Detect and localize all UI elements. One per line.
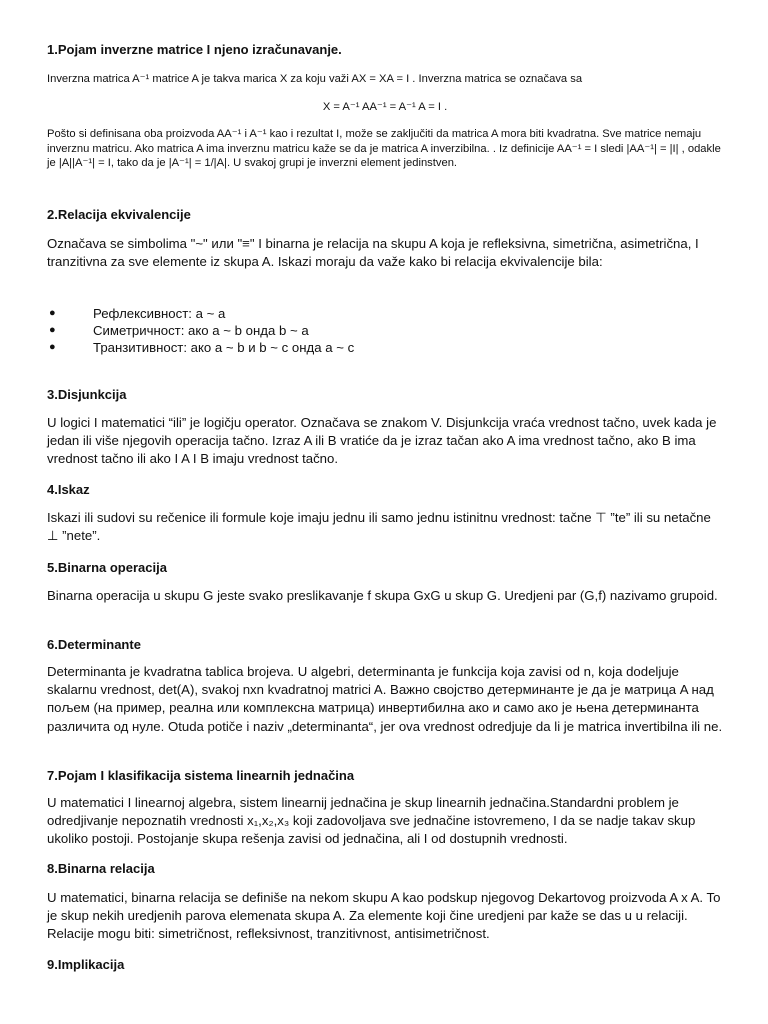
section-7-paragraph: U matematici I linearnoj algebra, sistem linearnij jednačina je skup linearnih jednačina.Standardni problem je odredjivanje nepoznatih vrednosti x₁,x₂,x₃ koji zadovoljava sve jednačine istovremeno, I da se nadje takav skup ukoliko postoji. Postojanje skupa rešenja zavisi od jednačina, ali I od dostupnih vrednosti. xyxy=(47,795,696,847)
section-3-heading: 3.Disjunkcija xyxy=(47,387,127,402)
bullet-transitivity xyxy=(47,339,723,356)
section-4-heading: 4.Iskaz xyxy=(47,482,90,497)
section-5-paragraph: Binarna operacija u skupu G jeste svako preslikavanje f skupa GxG u skup G. Uredjeni par (G,f) nazivamo grupoid. xyxy=(47,588,718,603)
section-2-heading: 2.Relacija ekvivalencije xyxy=(47,207,191,222)
section-6-heading: 6.Determinante xyxy=(47,637,141,652)
section-1-paragraph: Pošto si definisana oba proizvoda AA⁻¹ i A⁻¹ kao i rezultat I, može se zaključiti da matrica A mora biti kvadratna. Sve matrice nemaju inverznu matricu. Ako matrica A ima inverznu matricu kaže se da je matrica A inverzibilna. . Iz definicije AA⁻¹ = I sledi |AA⁻¹| = |I| , odakle je |A||A⁻¹| = I, tako da je |A⁻¹| = 1/|A|. U svakoj grupi je inverzni element jedinstven. xyxy=(47,128,721,169)
section-4-paragraph: Iskazi ili sudovi su rečenice ili formule koje imaju jednu ili samo jednu istinitnu vrednost: tačne ⊤ ”te” ili su netačne ⊥ ”nete”. xyxy=(47,510,711,544)
section-8-heading: 8.Binarna relacija xyxy=(47,861,155,876)
section-5-heading: 5.Binarna operacija xyxy=(47,560,167,575)
bullet-text: Симетричност: ако a ~ b онда b ~ a xyxy=(93,323,309,338)
bullet-symmetry xyxy=(47,322,723,339)
section-7-heading: 7.Pojam I klasifikacija sistema linearnih jednačina xyxy=(47,768,355,783)
section-1-heading: 1.Pojam inverzne matrice I njeno izračunavanje. xyxy=(47,42,342,57)
section-1-line1: Inverzna matrica A⁻¹ matrice A je takva marica X za koju važi AX = XA = I . Inverzna matrica se označava sa xyxy=(47,73,583,85)
section-9-heading: 9.Implikacija xyxy=(47,957,125,972)
bullet-dot-icon: ● xyxy=(49,341,56,353)
bullet-dot-icon: ● xyxy=(49,324,56,336)
section-8-paragraph: U matematici, binarna relacija se definiše na nekom skupu A kao podskup njegovog Dekartovog proizvoda A x A. To je skup nekih uredjenih parova elemenata skupa A. Za elemente koji čine uredjeni par kaže se das u u relaciji. Relacije mogu biti: simetričnost, refleksivnost, tranzitivnost, antisimetričnost. xyxy=(47,890,721,942)
section-6-paragraph: Determinanta je kvadratna tablica brojeva. U algebri, determinanta je funkcija koja zavisi od n, koja dodeljuje skalarnu vrednost, det(A), svakoj nxn kvadratnoj matrici A. Важно својство детерминанте је да је матрица A над пољем (на пример, реална или комплексна матрица) инвертибилна ако и само ако је њена детерминанта различита од нуле. Otuda potiče i naziv „determinanta“, jer ova vrednost odredjuje da li je matrica invertibilna ili ne. xyxy=(47,664,723,734)
section-3-paragraph: U logici I matematici “ili” je logičju operator. Označava se znakom V. Disjunkcija vraća vrednost tačno, uvek kada je jedan ili više njegovih operacija tačno. Izraz A ili B vratiće da je izraz tačan ako A ima vrednost tačno, ako B ima vrednost tačno ili ako I A I B imaju vrednost tačno. xyxy=(47,415,717,467)
section-2-bullet-list xyxy=(47,305,723,356)
section-1-formula: X = A⁻¹ AA⁻¹ = A⁻¹ A = I . xyxy=(322,101,448,113)
bullet-dot-icon: ● xyxy=(49,307,56,319)
section-2-paragraph: Označava se simbolima "~" или "≡" I binarna je relacija na skupu A koja je refleksivna, simetrična, asimetrična, I tranzitivna za sve elemente iz skupa A. Iskazi moraju da važe kako bi relacija ekvivalencije bila: xyxy=(47,236,699,270)
bullet-text: Транзитивност: ако a ~ b и b ~ c онда a ~ c xyxy=(93,340,355,355)
bullet-text: Рефлексивност: a ~ a xyxy=(93,306,226,321)
bullet-reflexivity xyxy=(47,305,723,322)
